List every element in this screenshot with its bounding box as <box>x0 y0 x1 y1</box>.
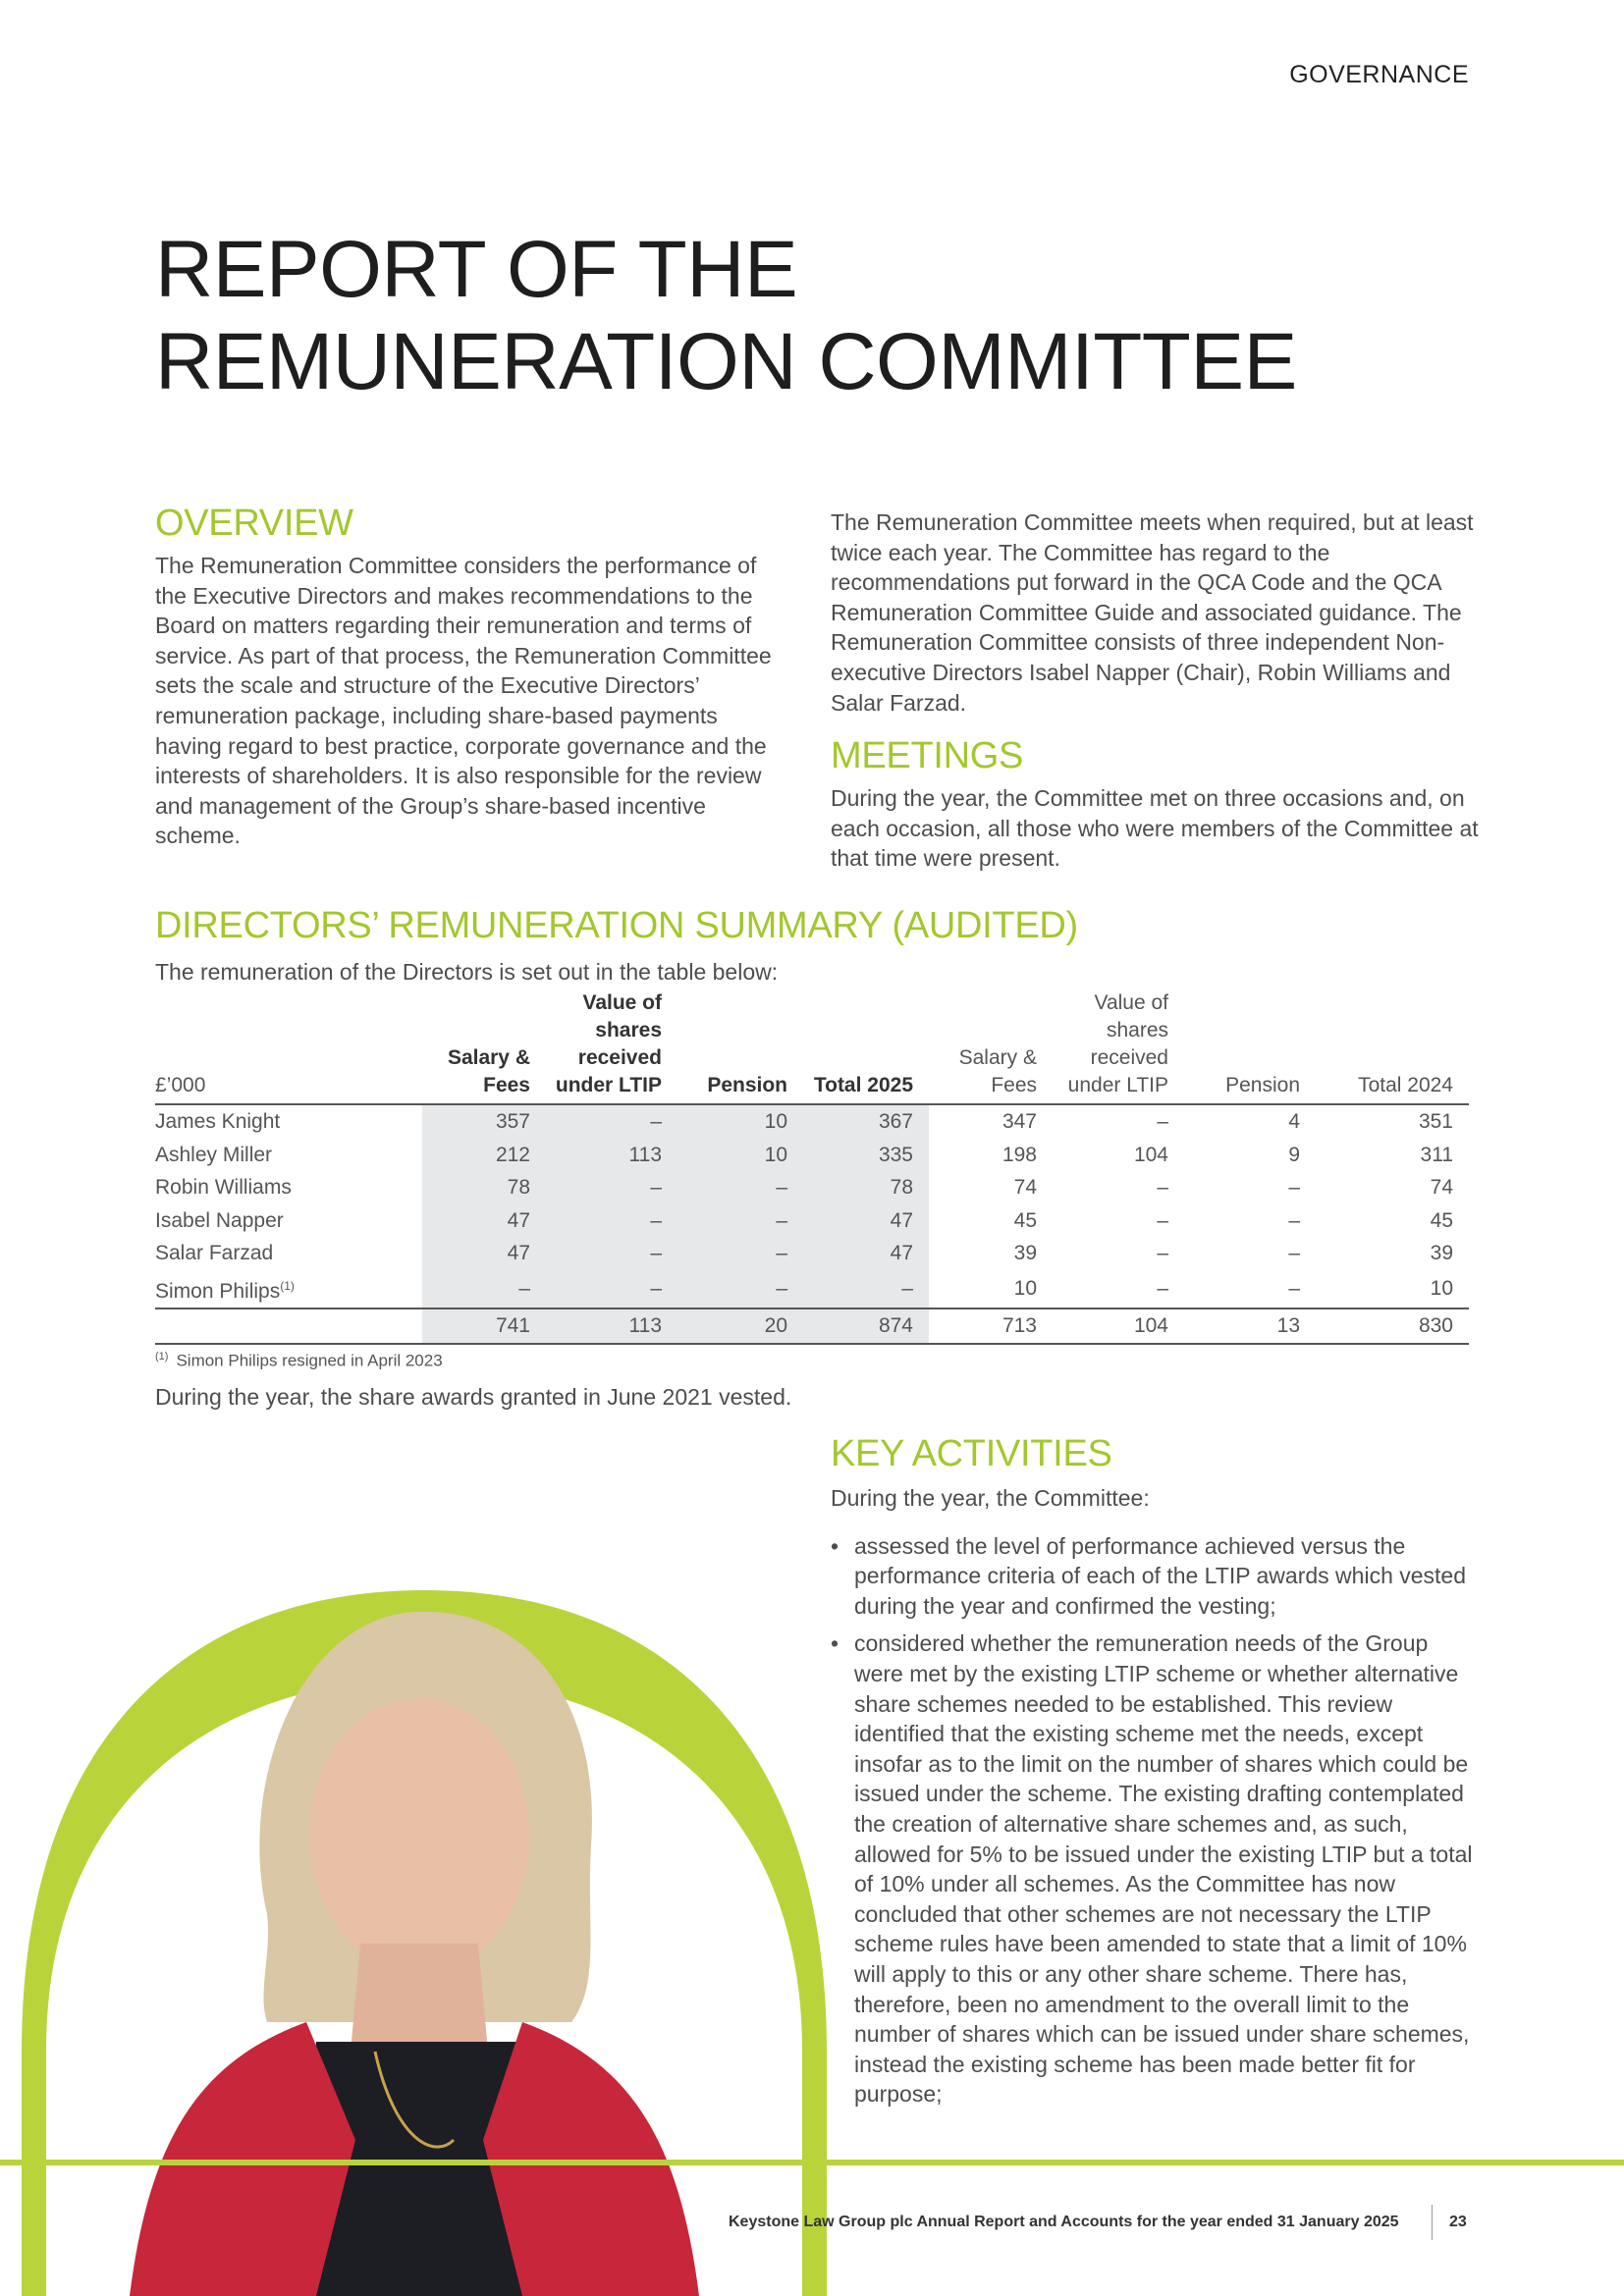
table-cell: – <box>1288 1176 1300 1199</box>
title-line-1: REPORT OF THE <box>155 225 798 314</box>
table-footnote <box>155 1351 443 1371</box>
director-name <box>155 1270 422 1309</box>
table-cell: 351 <box>1418 1110 1453 1133</box>
table-row <box>155 1237 1469 1270</box>
director-name-text: James Knight <box>155 1110 281 1133</box>
header-pension-2024: Pension <box>1225 1074 1300 1096</box>
key-activities-list <box>831 1531 1479 2109</box>
table-cell: 39 <box>1013 1242 1037 1264</box>
meetings-heading: MEETINGS <box>831 735 1024 777</box>
director-name <box>155 1204 422 1238</box>
committee-section <box>831 507 1479 874</box>
table-cell: – <box>1157 1110 1168 1133</box>
table-cell: 78 <box>422 1171 546 1204</box>
total-cell: 104 <box>1133 1314 1168 1337</box>
chair-portrait-image <box>22 1590 827 2296</box>
table-cell: 212 <box>422 1139 546 1172</box>
table-cell: – <box>422 1270 546 1309</box>
table-cell: 74 <box>1430 1176 1453 1199</box>
director-name <box>155 1139 422 1172</box>
table-cell: – <box>546 1270 677 1309</box>
total-cell: 741 <box>422 1308 546 1344</box>
table-cell: 39 <box>1430 1242 1453 1264</box>
footer-text: Keystone Law Group plc Annual Report and Accounts for the year ended 31 January 2025 <box>729 2214 1399 2230</box>
total-cell: 20 <box>677 1308 803 1344</box>
totals-row <box>155 1308 1469 1344</box>
remuneration-table <box>155 989 1469 1345</box>
summary-intro: The remuneration of the Directors is set out in the table below: <box>155 959 779 985</box>
list-item: • considered whether the remuneration needs of the Group were met by the existing LTIP scheme or whether alternative share schemes needed to be established. This review identified that the existing scheme met the needs, except insofar as to the limit on the number of shares which could be issued under the scheme. The existing drafting contemplated the creation of alternative share schemes and, as such, allowed for 5% to be issued under the existing LTIP but a total of 10% under all schemes. As the Committee has now concluded that other schemes are not necessary the LTIP scheme rules have been amended to state that a limit of 10% will apply to this or any other share scheme. There has, therefore, been no amendment to the overall limit to the number of shares which can be issued under share schemes, instead the existing scheme has been made better fit for purpose; <box>831 1629 1479 2109</box>
key-activities-intro: During the year, the Committee: <box>831 1485 1150 1511</box>
total-cell: 113 <box>546 1308 677 1344</box>
director-name <box>155 1104 422 1139</box>
table-cell: 10 <box>677 1139 803 1172</box>
table-header-row <box>155 989 1469 1104</box>
director-name-text: Robin Williams <box>155 1176 292 1199</box>
list-item: • assessed the level of performance achieved versus the performance criteria of each of the LTIP awards which vested during the year and confirmed the vesting; <box>831 1531 1479 1622</box>
page-title <box>155 224 1297 408</box>
total-cell: 13 <box>1276 1314 1300 1337</box>
table-cell: 9 <box>1288 1143 1300 1166</box>
face-shape <box>309 1698 529 1973</box>
table-cell: – <box>546 1204 677 1238</box>
table-cell: – <box>677 1204 803 1238</box>
table-cell: 357 <box>422 1104 546 1139</box>
table-cell: – <box>1157 1277 1168 1300</box>
table-cell: – <box>1157 1242 1168 1264</box>
neck-shape <box>351 1944 488 2052</box>
table-row <box>155 1139 1469 1172</box>
key-activities-heading: KEY ACTIVITIES <box>831 1433 1112 1474</box>
footer-separator <box>1432 2205 1433 2240</box>
table-cell: 45 <box>1013 1208 1037 1232</box>
table-cell: 4 <box>1288 1110 1300 1133</box>
table-cell: 74 <box>1013 1176 1037 1199</box>
table-cell: 10 <box>1430 1277 1453 1300</box>
title-line-2: REMUNERATION COMMITTEE <box>155 317 1297 406</box>
overview-heading: OVERVIEW <box>155 503 353 544</box>
footer-rule <box>0 2160 1624 2165</box>
table-cell: 47 <box>803 1204 929 1238</box>
totals-label <box>155 1308 422 1344</box>
summary-heading: DIRECTORS’ REMUNERATION SUMMARY (AUDITED) <box>155 905 1078 946</box>
total-cell: 874 <box>803 1308 929 1344</box>
header-ltip-2024: Value of shares received under LTIP <box>1067 991 1168 1096</box>
table-cell: 10 <box>677 1104 803 1139</box>
header-salary-2024: Salary & Fees <box>958 1046 1037 1096</box>
overview-section <box>155 503 784 851</box>
table-cell: 335 <box>803 1139 929 1172</box>
director-name-text: Salar Farzad <box>155 1242 274 1264</box>
table-cell: – <box>1288 1277 1300 1300</box>
director-name-text: Isabel Napper <box>155 1208 284 1232</box>
overview-text: The Remuneration Committee considers the performance of the Executive Directors and makes recommendations to the Board on matters regarding their remuneration and terms of service. As part of that process, the Remuneration Committee sets the scale and structure of the Executive Directors’ remuneration package, including share-based payments having regard to best practice, corporate governance and the interests of shareholders. It is also responsible for the review and management of the Group’s share-based incentive scheme. <box>155 553 772 849</box>
table-row <box>155 1204 1469 1238</box>
table-cell: – <box>1157 1208 1168 1232</box>
section-label: GOVERNANCE <box>1289 61 1469 88</box>
table-cell: – <box>546 1171 677 1204</box>
director-name-text: Ashley Miller <box>155 1143 273 1166</box>
table-cell: – <box>546 1104 677 1139</box>
table-cell: 113 <box>546 1139 677 1172</box>
table-cell: 347 <box>1001 1110 1037 1133</box>
table-cell: 311 <box>1420 1143 1453 1166</box>
page-number: 23 <box>1449 2214 1467 2230</box>
table-row <box>155 1171 1469 1204</box>
header-pension-2025: Pension <box>707 1074 787 1096</box>
meetings-text: During the year, the Committee met on three occasions and, on each occasion, all those who were members of the Committee at that time were present. <box>831 785 1479 872</box>
table-cell: 47 <box>422 1237 546 1270</box>
footnote-text: Simon Philips resigned in April 2023 <box>176 1351 443 1370</box>
table-cell: – <box>1157 1176 1168 1199</box>
header-total-2024: Total 2024 <box>1358 1074 1453 1096</box>
director-name-text: Simon Philips <box>155 1279 281 1303</box>
table-cell: – <box>803 1270 929 1309</box>
header-total-2025: Total 2025 <box>813 1074 913 1096</box>
table-cell: 78 <box>803 1171 929 1204</box>
footnote-marker: (1) <box>155 1351 169 1362</box>
table-cell: 367 <box>803 1104 929 1139</box>
table-cell: – <box>546 1237 677 1270</box>
table-cell: – <box>677 1171 803 1204</box>
director-name <box>155 1237 422 1270</box>
table-cell: – <box>1288 1242 1300 1264</box>
header-salary-2025: Salary & Fees <box>447 1046 530 1096</box>
table-cell: 47 <box>422 1204 546 1238</box>
director-name <box>155 1171 422 1204</box>
total-cell: 713 <box>1001 1314 1037 1337</box>
vesting-text: During the year, the share awards granted in June 2021 vested. <box>155 1384 792 1410</box>
table-cell: – <box>677 1270 803 1309</box>
table-cell: – <box>1288 1208 1300 1232</box>
table-cell: 104 <box>1133 1143 1168 1166</box>
table-cell: – <box>677 1237 803 1270</box>
table-body <box>155 1104 1469 1344</box>
table-row <box>155 1104 1469 1139</box>
committee-text: The Remuneration Committee meets when required, but at least twice each year. The Committee has regard to the recommendations put forward in the QCA Code and the QCA Remuneration Committee Guide and associated guidance. The Remuneration Committee consists of three independent Non-executive Directors Isabel Napper (Chair), Robin Williams and Salar Farzad. <box>831 509 1474 716</box>
table-cell: 45 <box>1430 1208 1453 1232</box>
footnote-ref: (1) <box>280 1278 295 1293</box>
header-ltip-2025: Value of shares received under LTIP <box>555 991 662 1096</box>
table-row <box>155 1270 1469 1309</box>
table-cell: 198 <box>1001 1143 1037 1166</box>
table-cell: 47 <box>803 1237 929 1270</box>
header-unit: £’000 <box>155 1074 206 1096</box>
total-cell: 830 <box>1418 1314 1453 1337</box>
table-cell: 10 <box>1013 1277 1037 1300</box>
key-activities-section <box>831 1433 1479 2117</box>
